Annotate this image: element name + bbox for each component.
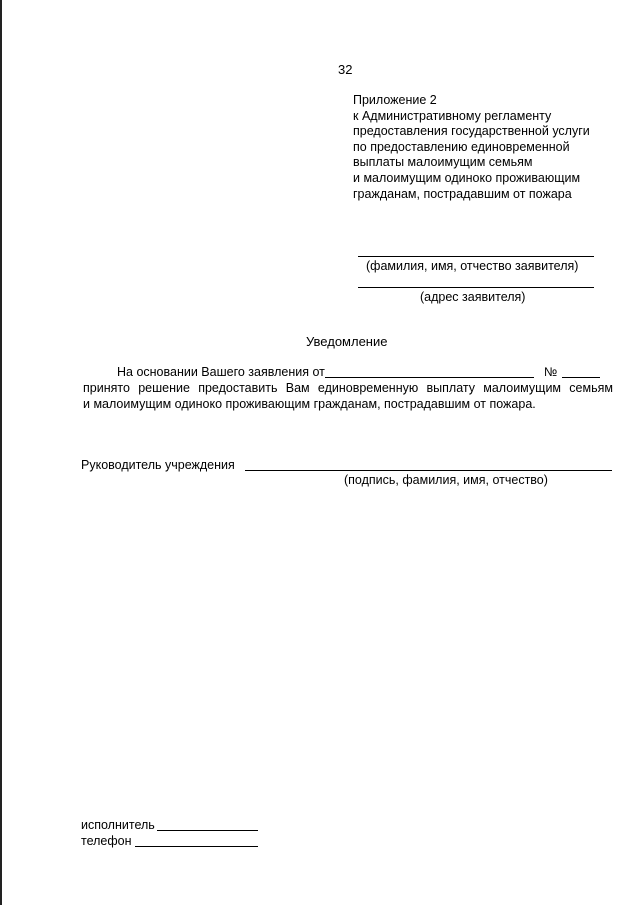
executor-line[interactable]: [157, 830, 258, 831]
notice-word: семьям: [569, 381, 613, 395]
appendix-line: выплаты малоимущим семьям: [353, 155, 533, 170]
appendix-line: по предоставлению единовременной: [353, 139, 570, 154]
application-date-line[interactable]: [325, 377, 534, 378]
notice-word: единовременную: [317, 381, 419, 395]
notice-word: решение: [138, 381, 190, 395]
page-number: 32: [338, 62, 353, 77]
notice-word: малоимущим: [483, 381, 562, 395]
document-title: Уведомление: [306, 334, 388, 349]
application-number-line[interactable]: [562, 377, 600, 378]
appendix-line: гражданам, пострадавшим от пожара: [353, 186, 572, 201]
appendix-line: к Административному регламенту: [353, 108, 552, 123]
number-sign: №: [544, 365, 558, 379]
notice-word: выплату: [426, 381, 475, 395]
executor-label: исполнитель: [81, 818, 155, 832]
notice-word: предоставить: [198, 381, 278, 395]
notice-prefix: На основании Вашего заявления от: [117, 365, 325, 379]
notice-word: Вам: [285, 381, 310, 395]
appendix-line: Приложение 2: [353, 93, 437, 107]
notice-line-2: [83, 381, 613, 395]
appendix-line: предоставления государственной услуги: [353, 124, 590, 139]
notice-line-1: [117, 365, 325, 379]
appendix-line: и малоимущим одиноко проживающим: [353, 170, 581, 185]
applicant-name-line[interactable]: [358, 256, 594, 257]
applicant-name-caption: (фамилия, имя, отчество заявителя): [366, 259, 579, 273]
page-edge: [0, 0, 2, 905]
phone-label: телефон: [81, 834, 132, 848]
appendix-header: [353, 93, 590, 202]
applicant-address-line[interactable]: [358, 287, 594, 288]
signature-line[interactable]: [245, 470, 612, 471]
signature-label: Руководитель учреждения: [81, 458, 235, 472]
notice-word: принято: [83, 381, 130, 395]
signature-caption: (подпись, фамилия, имя, отчество): [344, 473, 548, 487]
phone-line[interactable]: [135, 846, 258, 847]
notice-line-3: и малоимущим одиноко проживающим гражданам, пострадавшим от пожара.: [83, 397, 536, 411]
applicant-address-caption: (адрес заявителя): [420, 290, 526, 304]
